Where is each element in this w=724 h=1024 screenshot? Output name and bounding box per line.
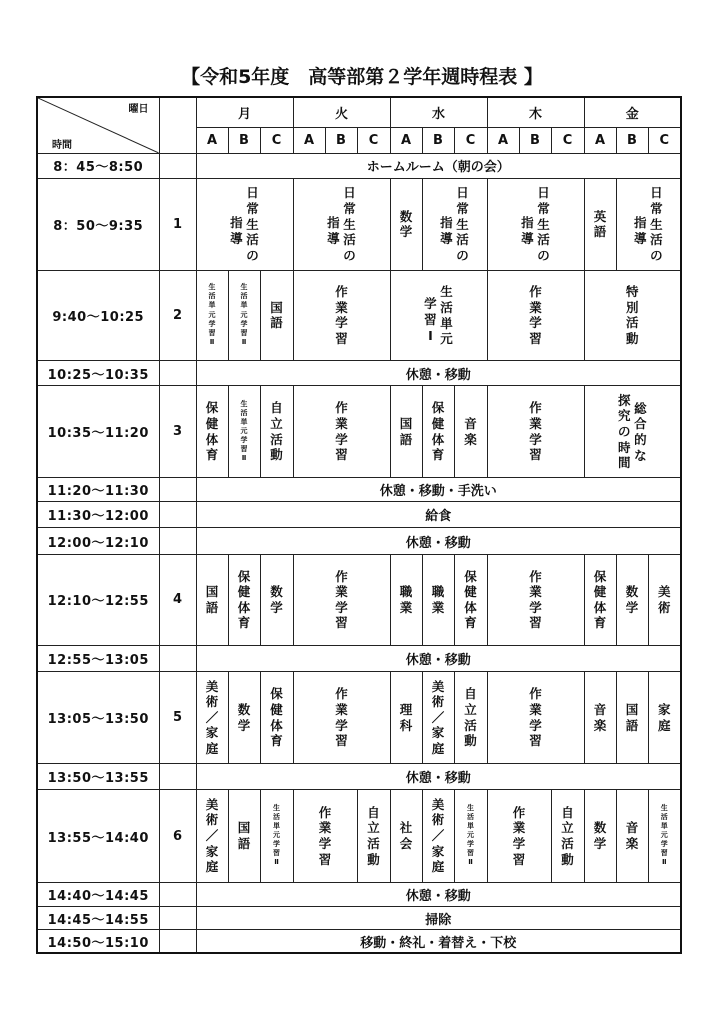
- break-cell: 休憩・移動: [196, 764, 681, 790]
- lesson-cell: [196, 554, 228, 646]
- lesson-cell: [616, 554, 648, 646]
- lesson-cell: [422, 386, 454, 478]
- break-cell: 休憩・移動・手洗い: [196, 478, 681, 502]
- lesson-text: 日常生活の: [537, 185, 550, 263]
- class-b: B: [616, 127, 648, 153]
- lesson-text: 生活単元学習Ⅱ: [208, 283, 216, 346]
- time-cell: 11:30～12:00: [37, 502, 159, 528]
- lesson-text: 日常生活の: [246, 185, 259, 263]
- lesson-cell: [357, 790, 390, 883]
- lesson-text: 作業学習: [335, 568, 348, 631]
- cleaning-cell: 掃除: [196, 907, 681, 930]
- lesson-cell: [293, 386, 390, 478]
- lesson-text: 生活単元学習Ⅱ: [660, 803, 668, 867]
- class-a: A: [196, 127, 228, 153]
- lesson-text: 作業学習: [529, 400, 542, 463]
- lesson-cell: [228, 554, 260, 646]
- lesson-cell: [228, 790, 260, 883]
- lesson-text: 美術／家庭: [205, 678, 219, 756]
- time-cell: 8：50～9:35: [37, 179, 159, 271]
- lesson-cell: [293, 270, 390, 361]
- lesson-cell: [422, 179, 487, 271]
- class-b: B: [519, 127, 551, 153]
- break-row: [37, 646, 681, 672]
- lesson-cell: [196, 179, 293, 271]
- lesson-cell: [196, 270, 228, 361]
- day-wed: 水: [390, 97, 487, 127]
- period-number: 1: [159, 179, 196, 271]
- period-number: 6: [159, 790, 196, 883]
- lesson-text: 総合的な: [634, 400, 647, 463]
- lesson-cell: [454, 386, 487, 478]
- break-row: [37, 478, 681, 502]
- class-b: B: [325, 127, 357, 153]
- lesson-text: 作業学習: [335, 284, 348, 346]
- lesson-cell: [293, 672, 390, 764]
- lesson-cell: [551, 790, 584, 883]
- class-c: C: [260, 127, 293, 153]
- lesson-text: 音楽: [464, 415, 477, 447]
- lesson-text: 音楽: [625, 820, 639, 851]
- lesson-text: 指導: [230, 215, 243, 246]
- period-cell: [159, 764, 196, 790]
- lesson-cell: [390, 672, 422, 764]
- lesson-text: 日常生活の: [456, 185, 469, 263]
- period-2-row: [37, 270, 681, 361]
- period-3-row: [37, 386, 681, 478]
- lesson-cell: [260, 672, 293, 764]
- lesson-cell: [196, 790, 228, 883]
- lunch-row: [37, 502, 681, 528]
- lesson-cell: [584, 270, 681, 361]
- day-tue: 火: [293, 97, 390, 127]
- period-cell: [159, 361, 196, 386]
- lesson-text: 指導: [521, 215, 534, 246]
- lesson-text: 自立活動: [367, 804, 380, 867]
- period-cell: [159, 502, 196, 528]
- time-cell: 14:40～14:45: [37, 882, 159, 906]
- lesson-cell: [584, 790, 616, 883]
- homeroom-row: [37, 153, 681, 178]
- cleaning-row: [37, 907, 681, 930]
- lesson-cell: [584, 386, 681, 478]
- lunch-cell: 給食: [196, 502, 681, 528]
- lesson-cell: [260, 386, 293, 478]
- class-c: C: [648, 127, 681, 153]
- period-cell: [159, 528, 196, 554]
- lesson-cell: [260, 790, 293, 883]
- lesson-text: 数学: [237, 701, 251, 733]
- day-header-row: [37, 97, 681, 127]
- period-cell: [159, 882, 196, 906]
- period-cell: [159, 930, 196, 953]
- lesson-text: 職業: [431, 584, 445, 615]
- lesson-cell: [390, 270, 487, 361]
- time-cell: 13:55～14:40: [37, 790, 159, 883]
- day-mon: 月: [196, 97, 293, 127]
- class-c: C: [551, 127, 584, 153]
- lesson-cell: [487, 554, 584, 646]
- period-cell: [159, 907, 196, 930]
- lesson-cell: [422, 672, 454, 764]
- homeroom-cell: ホームルーム（朝の会）: [196, 153, 681, 178]
- lesson-cell: [454, 672, 487, 764]
- lesson-text: 自立活動: [561, 804, 574, 867]
- break-cell: 休憩・移動: [196, 528, 681, 554]
- lesson-text: 日常生活の: [650, 185, 663, 263]
- class-c: C: [357, 127, 390, 153]
- lesson-text: 作業学習: [529, 284, 542, 346]
- lesson-text: 家庭: [658, 701, 671, 733]
- lesson-cell: [648, 554, 681, 646]
- time-cell: 9:40～10:25: [37, 270, 159, 361]
- break-row: [37, 764, 681, 790]
- lesson-text: 保健体育: [270, 686, 283, 749]
- lesson-text: 作業学習: [335, 686, 348, 749]
- lesson-text: 保健体育: [205, 400, 219, 463]
- lesson-text: 生活単元: [440, 284, 453, 347]
- period-number: 4: [159, 554, 196, 646]
- lesson-text: 数学: [625, 584, 639, 615]
- lesson-cell: [422, 554, 454, 646]
- lesson-text: 作業学習: [529, 686, 542, 749]
- lesson-cell: [648, 672, 681, 764]
- lesson-text: 作業学習: [335, 400, 348, 463]
- lesson-text: 生活単元学習Ⅱ: [240, 283, 248, 346]
- period-6-row: [37, 790, 681, 883]
- lesson-cell: [584, 672, 616, 764]
- lesson-text: 指導: [440, 215, 453, 246]
- lesson-text: 生活単元学習Ⅱ: [467, 803, 474, 867]
- lesson-text: 社会: [399, 820, 413, 851]
- lesson-text: 国語: [205, 584, 219, 615]
- lesson-text: 保健体育: [593, 568, 607, 631]
- time-cell: 8：45～8:50: [37, 153, 159, 178]
- lesson-cell: [196, 386, 228, 478]
- page-title: 【令和5年度 高等部第２学年週時程表 】: [181, 66, 543, 88]
- period-cell: [159, 153, 196, 178]
- time-cell: 12:55～13:05: [37, 646, 159, 672]
- lesson-text: 国語: [237, 820, 251, 851]
- lesson-cell: [293, 554, 390, 646]
- lesson-cell: [454, 790, 487, 883]
- lesson-text: 美術／家庭: [205, 796, 219, 875]
- lesson-text: 国語: [625, 701, 639, 733]
- period-number: 2: [159, 270, 196, 361]
- period-5-row: [37, 672, 681, 764]
- lesson-cell: [390, 554, 422, 646]
- day-thu: 木: [487, 97, 584, 127]
- corner-time-label: 時間: [52, 139, 72, 151]
- lesson-text: 学習Ⅰ: [424, 296, 437, 343]
- period-header: [159, 97, 196, 153]
- time-cell: 10:35～11:20: [37, 386, 159, 478]
- lesson-text: 生活単元学習Ⅱ: [273, 803, 280, 867]
- lesson-text: 数学: [593, 820, 607, 851]
- break-cell: 休憩・移動: [196, 882, 681, 906]
- break-cell: 休憩・移動: [196, 361, 681, 386]
- timetable: [36, 96, 682, 954]
- lesson-text: 自立活動: [464, 686, 477, 749]
- time-cell: 12:00～12:10: [37, 528, 159, 554]
- lesson-cell: [616, 790, 648, 883]
- time-cell: 13:05～13:50: [37, 672, 159, 764]
- break-cell: 休憩・移動: [196, 646, 681, 672]
- lesson-cell: [487, 386, 584, 478]
- time-cell: 12:10～12:55: [37, 554, 159, 646]
- lesson-text: 職業: [399, 584, 413, 615]
- time-cell: 14:50～15:10: [37, 930, 159, 953]
- lesson-text: 保健体育: [464, 568, 477, 631]
- class-a: A: [390, 127, 422, 153]
- lesson-text: 国語: [399, 415, 413, 447]
- lesson-text: 数学: [270, 584, 283, 615]
- lesson-cell: [422, 790, 454, 883]
- lesson-text: 国語: [270, 299, 283, 331]
- lesson-text: 作業学習: [318, 804, 332, 867]
- break-row: [37, 528, 681, 554]
- lesson-cell: [228, 386, 260, 478]
- period-cell: [159, 478, 196, 502]
- class-a: A: [293, 127, 325, 153]
- period-number: 5: [159, 672, 196, 764]
- break-row: [37, 882, 681, 906]
- class-a: A: [584, 127, 616, 153]
- day-fri: 金: [584, 97, 681, 127]
- lesson-cell: [293, 179, 390, 271]
- lesson-text: 自立活動: [270, 400, 283, 463]
- lesson-text: 作業学習: [529, 568, 542, 631]
- lesson-text: 数学: [399, 208, 413, 240]
- lesson-text: 美術／家庭: [431, 796, 445, 875]
- lesson-cell: [648, 790, 681, 883]
- lesson-cell: [196, 672, 228, 764]
- lesson-text: 指導: [327, 215, 340, 246]
- lesson-text: 保健体育: [237, 568, 251, 631]
- lesson-cell: [228, 270, 260, 361]
- lesson-cell: [390, 386, 422, 478]
- dismissal-cell: 移動・終礼・着替え・下校: [196, 930, 681, 953]
- lesson-cell: [487, 790, 551, 883]
- class-a: A: [487, 127, 519, 153]
- break-row: [37, 361, 681, 386]
- lesson-text: 生活単元学習Ⅱ: [240, 399, 248, 463]
- lesson-cell: [454, 554, 487, 646]
- time-cell: 10:25～10:35: [37, 361, 159, 386]
- lesson-cell: [616, 672, 648, 764]
- corner-day-label: 曜日: [128, 104, 149, 115]
- time-cell: 13:50～13:55: [37, 764, 159, 790]
- lesson-text: 日常生活の: [343, 185, 356, 263]
- lesson-cell: [260, 270, 293, 361]
- lesson-text: 英語: [593, 208, 607, 240]
- time-cell: 14:45～14:55: [37, 907, 159, 930]
- lesson-cell: [487, 270, 584, 361]
- period-4-row: [37, 554, 681, 646]
- lesson-text: 作業学習: [512, 804, 526, 867]
- lesson-cell: [584, 554, 616, 646]
- corner-cell: [37, 97, 159, 153]
- lesson-cell: [616, 179, 681, 271]
- class-b: B: [228, 127, 260, 153]
- lesson-text: 美術: [658, 584, 671, 615]
- lesson-cell: [390, 179, 422, 271]
- period-1-row: [37, 179, 681, 271]
- time-cell: 11:20～11:30: [37, 478, 159, 502]
- lesson-cell: [260, 554, 293, 646]
- lesson-text: 探究の時間: [617, 392, 631, 471]
- lesson-cell: [584, 179, 616, 271]
- period-cell: [159, 646, 196, 672]
- lesson-text: 特別活動: [626, 284, 639, 346]
- lesson-cell: [487, 672, 584, 764]
- lesson-text: 保健体育: [431, 400, 445, 463]
- lesson-text: 美術／家庭: [431, 678, 445, 756]
- lesson-cell: [228, 672, 260, 764]
- lesson-text: 音楽: [593, 701, 607, 733]
- lesson-text: 理科: [399, 701, 413, 733]
- period-number: 3: [159, 386, 196, 478]
- class-b: B: [422, 127, 454, 153]
- lesson-cell: [487, 179, 584, 271]
- class-c: C: [454, 127, 487, 153]
- lesson-cell: [293, 790, 357, 883]
- lesson-text: 指導: [633, 215, 647, 246]
- dismissal-row: [37, 930, 681, 953]
- lesson-cell: [390, 790, 422, 883]
